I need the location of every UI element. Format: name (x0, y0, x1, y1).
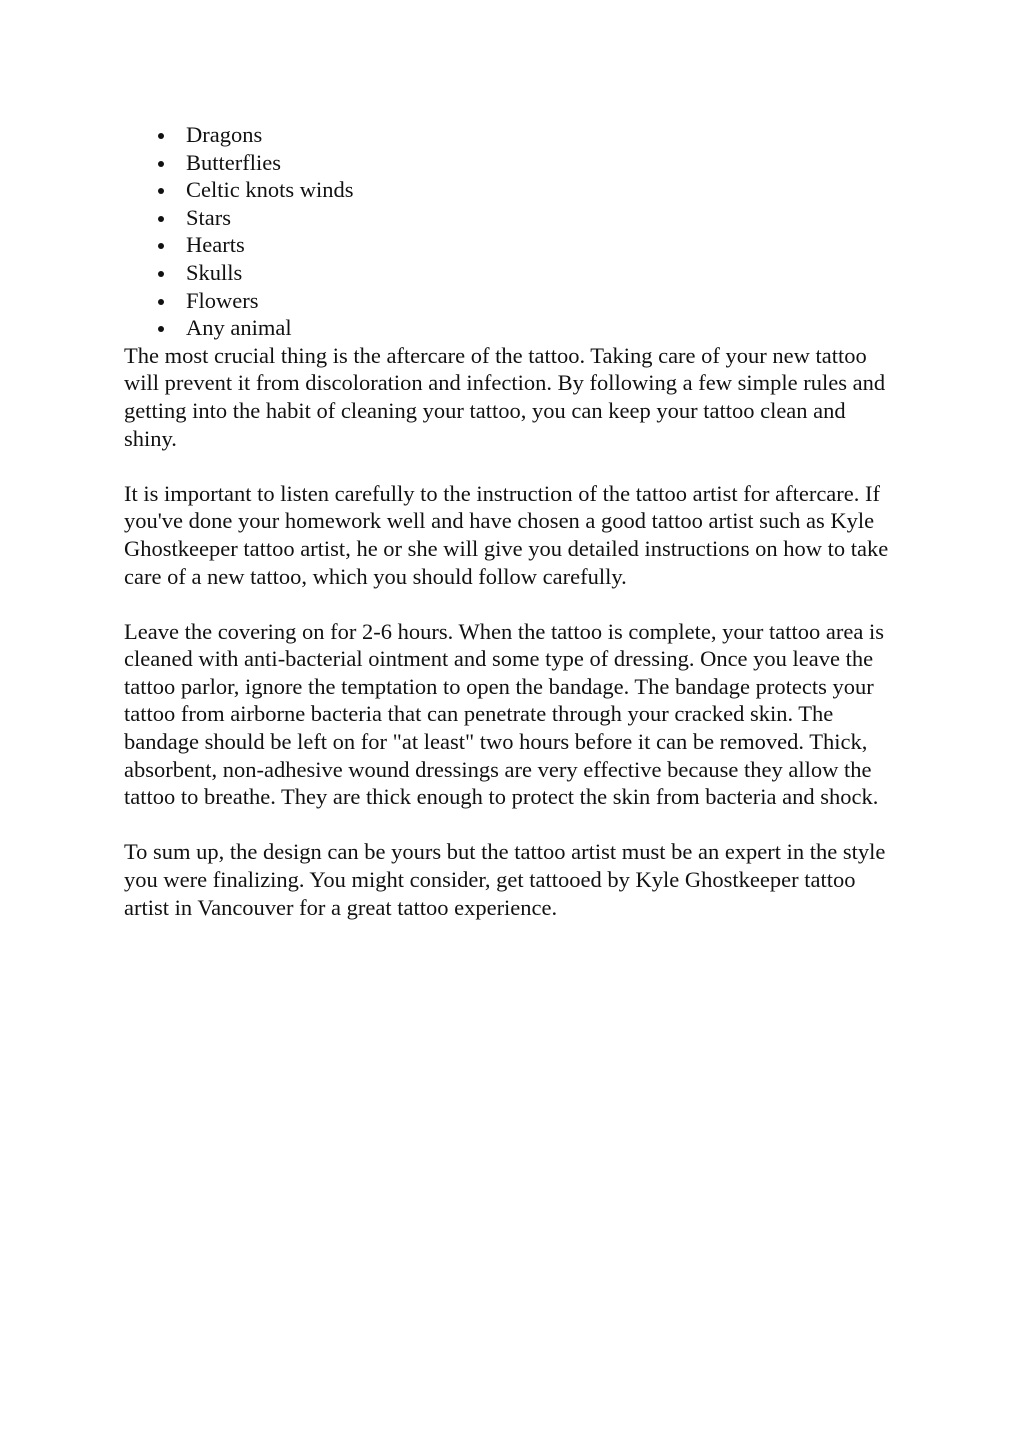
list-item-text: Celtic knots winds (186, 177, 354, 203)
list-item (124, 204, 904, 232)
list-item (124, 231, 904, 259)
paragraph-spacer (124, 811, 904, 839)
bullet-icon (158, 271, 164, 277)
conclusion-paragraph: To sum up, the design can be yours but the tattoo artist must be an expert in the style you were finalizing. You might consider, get tattooed by Kyle Ghostkeeper tattoo artist in Vancouver for a great tattoo experience. (124, 839, 886, 920)
list-item-text: Skulls (186, 259, 243, 285)
bullet-icon (158, 299, 164, 305)
list-item-text: Stars (186, 204, 231, 230)
list-item-text: Dragons (186, 122, 263, 147)
bullet-icon (158, 216, 164, 222)
aftercare-intro-paragraph: The most crucial thing is the aftercare of the tattoo. Taking care of your new tattoo will prevent it from discoloration and infection. By following a few simple rules and getting into the habit of cleaning your tattoo, you can keep your tattoo clean and shiny. (124, 342, 886, 451)
tattoo-design-list (124, 121, 904, 342)
list-item (124, 149, 904, 177)
bullet-icon (158, 188, 164, 194)
list-item-text: Hearts (186, 232, 245, 258)
list-item (124, 121, 904, 149)
paragraph-spacer (124, 452, 904, 480)
bullet-icon (158, 243, 164, 249)
list-item (124, 259, 904, 287)
list-item (124, 176, 904, 204)
list-item (124, 314, 904, 342)
bullet-icon (158, 161, 164, 167)
document-page (124, 121, 904, 921)
list-item (124, 287, 904, 315)
list-item-text: Any animal (186, 315, 292, 341)
paragraph-spacer (124, 590, 904, 618)
bandage-paragraph: Leave the covering on for 2-6 hours. When the tattoo is complete, your tattoo area is cleaned with anti-bacterial ointment and some type of dressing. Once you leave the tattoo parlor, ignore the temptation to open the bandage. The bandage protects your tattoo from airborne bacteria that can penetrate through your cracked skin. The bandage should be left on for "at least" two hours before it can be removed. Thick, absorbent, non-adhesive wound dressings are very effective because they allow the tattoo to breathe. They are thick enough to protect the skin from bacteria and shock. (124, 618, 884, 810)
artist-instructions-paragraph: It is important to listen carefully to the instruction of the tattoo artist for aftercare. If you've done your homework well and have chosen a good tattoo artist such as Kyle Ghostkeeper tattoo artist, he or she will give you detailed instructions on how to take care of a new tattoo, which you should follow carefully. (124, 480, 889, 589)
bullet-icon (158, 326, 164, 332)
bullet-icon (158, 133, 164, 139)
list-item-text: Flowers (186, 287, 259, 313)
list-item-text: Butterflies (186, 149, 281, 175)
